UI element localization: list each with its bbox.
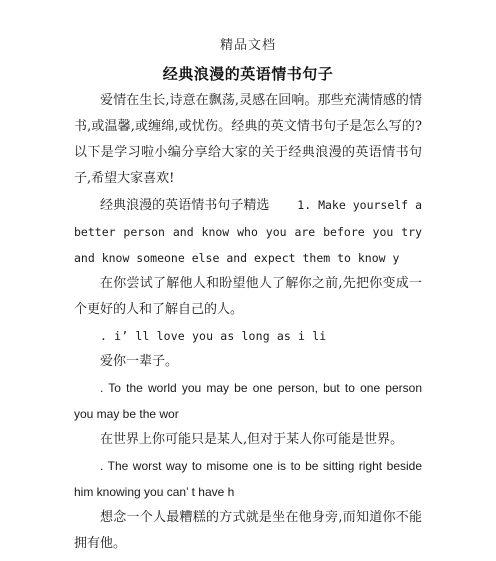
quote-1-english: 1. Make yourself a better person and know who you are before you try and know someone else and expect them to know y: [74, 198, 422, 265]
quote-1-translation: 在你尝试了解他人和盼望他人了解你之前,先把你变成一个更好的人和了解自己的人。: [74, 276, 422, 317]
quote-3-translation: 在世界上你可能只是某人,但对于某人你可能是世界。: [100, 432, 404, 447]
document-body: [74, 88, 422, 557]
quote-4-translation: 想念一个人最糟糕的方式就是坐在他身旁,而知道你不能拥有他。: [74, 510, 422, 551]
page-header: 精品文档: [219, 38, 276, 53]
quote-2-translation: 爱你一辈子。: [100, 354, 179, 369]
quote-1-paragraph: [74, 192, 422, 271]
quote-3-english: . To the world you may be one person, but to one person you may be the wor: [74, 381, 422, 421]
quote-4-english: . The worst way to misome one is to be sitting right beside him knowing you can’ t have h: [74, 459, 422, 499]
document-title: 经典浪漫的英语情书句子: [162, 65, 334, 83]
intro-paragraph: 爱情在生长,诗意在飘荡,灵感在回响。那些充满情感的情书,或温馨,或缠绵,或忧伤。经典的英文情书句子是怎么写的?以下是学习啦小编分享给大家的关于经典浪漫的英语情书句子,希望大家喜欢!: [74, 93, 422, 186]
quote-2-english: . i’ ll love you as long as i li: [100, 329, 327, 343]
section-label: 经典浪漫的英语情书句子精选: [100, 198, 270, 213]
